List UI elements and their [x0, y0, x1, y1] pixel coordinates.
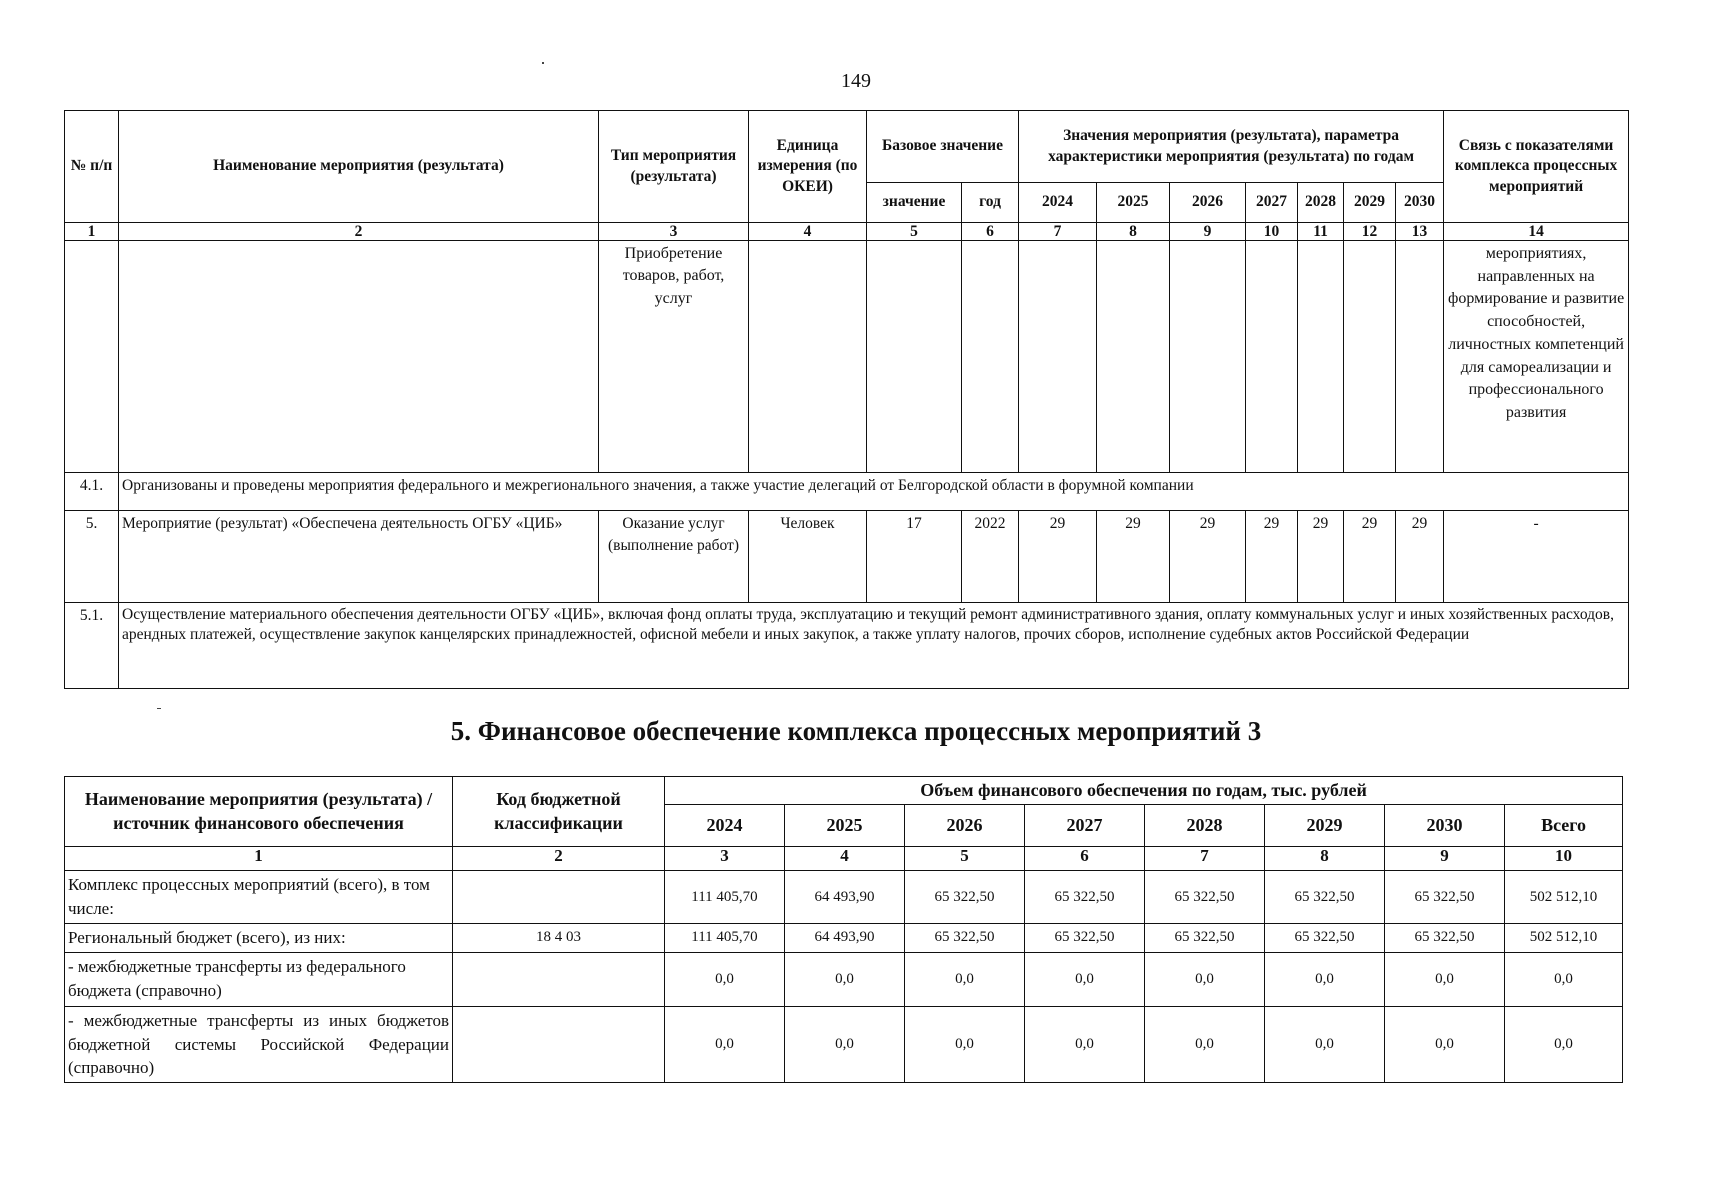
row-number: 4.1. — [65, 473, 119, 511]
column-number: 10 — [1246, 223, 1298, 241]
row-value: 65 322,50 — [1145, 923, 1265, 952]
row-value: 65 322,50 — [1385, 923, 1505, 952]
table-row — [65, 241, 1629, 473]
table-row — [65, 603, 1629, 689]
header-year: 2025 — [785, 805, 905, 847]
row-value: 65 322,50 — [1385, 871, 1505, 924]
cell-empty — [1019, 241, 1097, 473]
cell-link: мероприятиях, направленных на формирование и развитие способностей, личностных компетенций для самореализации и профессионального развития — [1444, 241, 1629, 473]
row-value: 0,0 — [665, 1006, 785, 1082]
row-link: - — [1444, 511, 1629, 603]
table-row — [65, 511, 1629, 603]
row-value: 65 322,50 — [1025, 871, 1145, 924]
column-number: 9 — [1170, 223, 1246, 241]
row-name: - межбюджетные трансферты из иных бюджетов бюджетной системы Российской Федерации (справочно) — [65, 1006, 453, 1082]
column-number: 14 — [1444, 223, 1629, 241]
header-year: 2027 — [1025, 805, 1145, 847]
row-value: 65 322,50 — [905, 871, 1025, 924]
header-link: Связь с показателями комплекса процессных мероприятий — [1444, 111, 1629, 223]
row-code — [453, 1006, 665, 1082]
column-number: 10 — [1505, 847, 1623, 871]
column-number: 1 — [65, 223, 119, 241]
row-value: 64 493,90 — [785, 923, 905, 952]
column-number: 4 — [785, 847, 905, 871]
header-year: 2029 — [1344, 183, 1396, 223]
section-title: 5. Финансовое обеспечение комплекса процессных мероприятий 3 — [450, 716, 1262, 746]
row-name: - межбюджетные трансферты из федерального бюджета (справочно) — [65, 952, 453, 1006]
row-value: 0,0 — [905, 952, 1025, 1006]
row-value: 0,0 — [1265, 1006, 1385, 1082]
header-year: 2024 — [665, 805, 785, 847]
row-value: 65 322,50 — [1025, 923, 1145, 952]
row-value: 111 405,70 — [665, 871, 785, 924]
row-value: 0,0 — [1025, 952, 1145, 1006]
column-number: 7 — [1019, 223, 1097, 241]
row-value: 29 — [1344, 511, 1396, 603]
cell-empty — [119, 241, 599, 473]
row-base-value: 17 — [867, 511, 962, 603]
column-number: 6 — [1025, 847, 1145, 871]
column-number: 5 — [867, 223, 962, 241]
header-base-year: год — [962, 183, 1019, 223]
row-total: 0,0 — [1505, 1006, 1623, 1082]
row-value: 0,0 — [1145, 1006, 1265, 1082]
row-value: 64 493,90 — [785, 871, 905, 924]
header-year: 2030 — [1385, 805, 1505, 847]
table-row — [65, 871, 1623, 924]
row-value: 0,0 — [785, 1006, 905, 1082]
row-unit: Человек — [749, 511, 867, 603]
row-code — [453, 871, 665, 924]
row-value: 0,0 — [665, 952, 785, 1006]
row-code: 18 4 03 — [453, 923, 665, 952]
header-base-value: значение — [867, 183, 962, 223]
column-number: 9 — [1385, 847, 1505, 871]
row-value: 29 — [1246, 511, 1298, 603]
header-year: 2028 — [1145, 805, 1265, 847]
scan-speck — [542, 62, 544, 64]
header-year: 2025 — [1097, 183, 1170, 223]
cell-empty — [65, 241, 119, 473]
header-year: 2028 — [1298, 183, 1344, 223]
cell-empty — [1246, 241, 1298, 473]
cell-empty — [1344, 241, 1396, 473]
header-code: Код бюджетной классификации — [453, 777, 665, 847]
row-total: 502 512,10 — [1505, 871, 1623, 924]
cell-empty — [1396, 241, 1444, 473]
row-value: 29 — [1019, 511, 1097, 603]
cell-empty — [1298, 241, 1344, 473]
row-value: 111 405,70 — [665, 923, 785, 952]
header-name: Наименование мероприятия (результата) — [119, 111, 599, 223]
row-value: 0,0 — [1145, 952, 1265, 1006]
row-value: 0,0 — [1385, 1006, 1505, 1082]
row-value: 65 322,50 — [1265, 923, 1385, 952]
header-year: 2027 — [1246, 183, 1298, 223]
column-number: 13 — [1396, 223, 1444, 241]
header-base: Базовое значение — [867, 111, 1019, 183]
header-volume: Объем финансового обеспечения по годам, тыс. рублей — [665, 777, 1623, 805]
header-year: 2026 — [1170, 183, 1246, 223]
column-number: 4 — [749, 223, 867, 241]
row-value: 65 322,50 — [1265, 871, 1385, 924]
row-code — [453, 952, 665, 1006]
table-row — [65, 473, 1629, 511]
row-number: 5.1. — [65, 603, 119, 689]
cell-empty — [867, 241, 962, 473]
activities-table — [64, 110, 1629, 689]
column-number: 2 — [453, 847, 665, 871]
column-number: 5 — [905, 847, 1025, 871]
row-value: 0,0 — [1385, 952, 1505, 1006]
header-year: 2026 — [905, 805, 1025, 847]
column-number: 1 — [65, 847, 453, 871]
row-description: Осуществление материального обеспечения деятельности ОГБУ «ЦИБ», включая фонд оплаты труда, эксплуатацию и текущий ремонт административного здания, оплату коммунальных услуг и иных хозяйственных расходов, арендных платежей, осуществление закупок канцелярских принадлежностей, офисной мебели и иных закупок, а также уплату налогов, прочих сборов, исполнение судебных актов Российской Федерации — [119, 603, 1629, 689]
header-type: Тип мероприятия (результата) — [599, 111, 749, 223]
header-name: Наименование мероприятия (результата) /источник финансового обеспечения — [65, 777, 453, 847]
header-unit: Единица измерения (по ОКЕИ) — [749, 111, 867, 223]
row-value: 29 — [1170, 511, 1246, 603]
table-row — [65, 952, 1623, 1006]
header-year: 2029 — [1265, 805, 1385, 847]
row-name: Комплекс процессных мероприятий (всего), в том числе: — [65, 871, 453, 924]
row-number: 5. — [65, 511, 119, 603]
row-value: 65 322,50 — [905, 923, 1025, 952]
table-row — [65, 1006, 1623, 1082]
row-value: 29 — [1396, 511, 1444, 603]
row-value: 0,0 — [785, 952, 905, 1006]
column-number: 3 — [599, 223, 749, 241]
cell-empty — [749, 241, 867, 473]
header-values-group: Значения мероприятия (результата), параметра характеристики мероприятия (результата) по годам — [1019, 111, 1444, 183]
row-description: Организованы и проведены мероприятия федерального и межрегионального значения, а также участие делегаций от Белгородской области в форумной компании — [119, 473, 1629, 511]
column-number: 7 — [1145, 847, 1265, 871]
row-type: Оказание услуг (выполнение работ) — [599, 511, 749, 603]
header-year: 2024 — [1019, 183, 1097, 223]
column-numbers-row — [65, 847, 1623, 871]
row-base-year: 2022 — [962, 511, 1019, 603]
row-value: 65 322,50 — [1145, 871, 1265, 924]
financing-table — [64, 776, 1623, 1083]
cell-type: Приобретение товаров, работ, услуг — [599, 241, 749, 473]
cell-empty — [1170, 241, 1246, 473]
row-total: 502 512,10 — [1505, 923, 1623, 952]
column-number: 12 — [1344, 223, 1396, 241]
column-number: 8 — [1097, 223, 1170, 241]
column-number: 3 — [665, 847, 785, 871]
row-value: 0,0 — [905, 1006, 1025, 1082]
column-number: 6 — [962, 223, 1019, 241]
header-year: 2030 — [1396, 183, 1444, 223]
header-total: Всего — [1505, 805, 1623, 847]
row-value: 0,0 — [1025, 1006, 1145, 1082]
row-value: 29 — [1298, 511, 1344, 603]
cell-empty — [962, 241, 1019, 473]
column-number: 2 — [119, 223, 599, 241]
column-number: 8 — [1265, 847, 1385, 871]
header-num: № п/п — [65, 111, 119, 223]
cell-empty — [1097, 241, 1170, 473]
column-number: 11 — [1298, 223, 1344, 241]
scan-speck — [157, 708, 161, 709]
row-name: Региональный бюджет (всего), из них: — [65, 923, 453, 952]
row-value: 29 — [1097, 511, 1170, 603]
page-number: 149 — [841, 70, 871, 92]
table-row — [65, 923, 1623, 952]
row-value: 0,0 — [1265, 952, 1385, 1006]
column-numbers-row — [65, 223, 1629, 241]
row-name: Мероприятие (результат) «Обеспечена деятельность ОГБУ «ЦИБ» — [119, 511, 599, 603]
row-total: 0,0 — [1505, 952, 1623, 1006]
